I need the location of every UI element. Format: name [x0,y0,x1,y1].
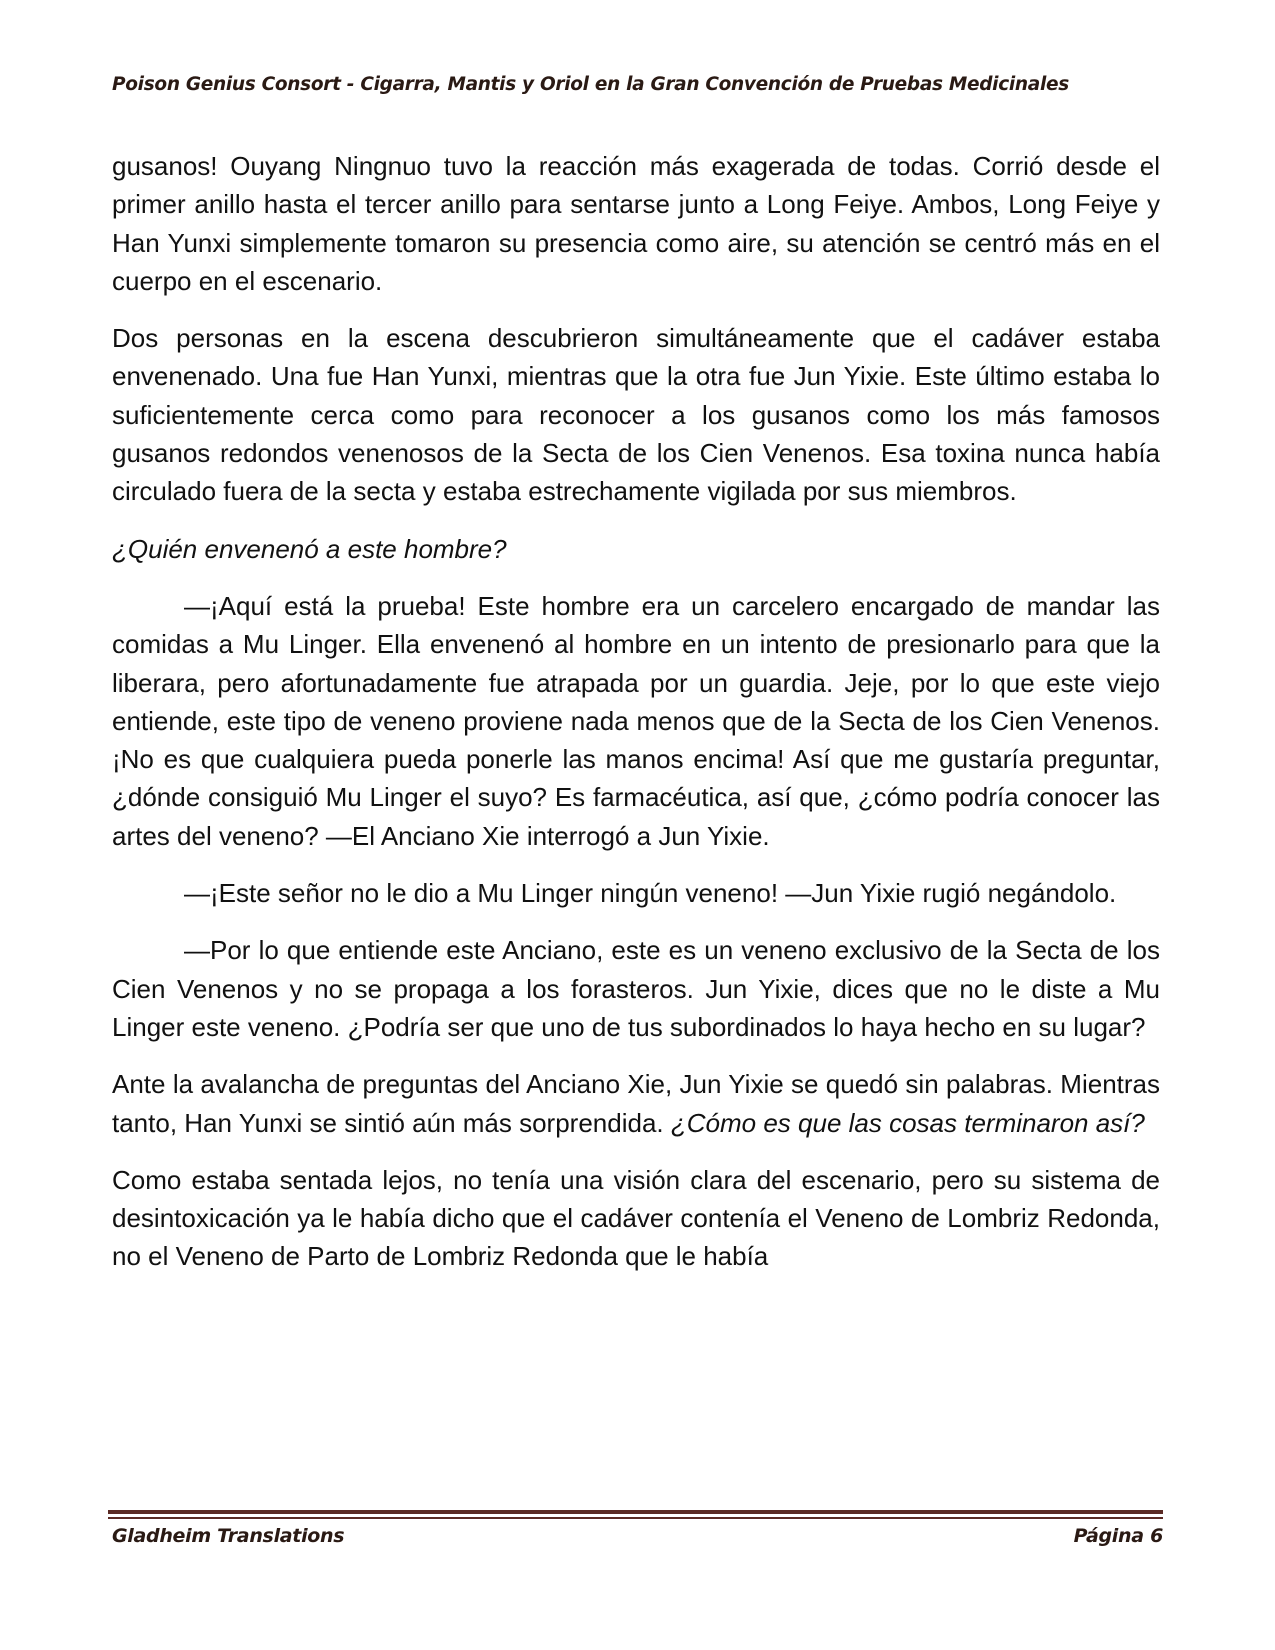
paragraph-7-text: Ante la avalancha de preguntas del Anciano Xie, Jun Yixie se quedó sin palabras. Mientras tanto, Han Yunxi se sintió aún más sorprendida. [112,1069,1160,1138]
footer-page-number: Página 6 [1073,1525,1163,1547]
paragraph-2: Dos personas en la escena descubrieron simultáneamente que el cadáver estaba envenenado. Una fue Han Yunxi, mientras que la otra fue Jun Yixie. Este último estaba lo suficientemente cerca como para reconocer a los gusanos como los más famosos gusanos redondos venenosos de la Secta de los Cien Venenos. Esa toxina nunca había circulado fuera de la secta y estaba estrechamente vigilada por sus miembros. [112,323,1160,507]
footer-translator-name: Gladheim Translations [112,1525,345,1547]
paragraph-7 [112,1065,1160,1142]
paragraph-5-dialogue: —¡Este señor no le dio a Mu Linger ningún veneno! —Jun Yixie rugió negándolo. [184,878,1117,909]
page-header-title: Poison Genius Consort - Cigarra, Mantis y Oriol en la Gran Convención de Pruebas Medicinales [112,74,1069,95]
footer-divider-thick [108,1510,1163,1514]
paragraph-3-thought: ¿Quién envenenó a este hombre? [112,533,507,564]
paragraph-1: gusanos! Ouyang Ningnuo tuvo la reacción más exagerada de todas. Corrió desde el primer anillo hasta el tercer anillo para sentarse junto a Long Feiye. Ambos, Long Feiye y Han Yunxi simplemente tomaron su presencia como aire, su atención se centró más en el cuerpo en el escenario. [112,151,1160,296]
paragraph-7-thought: ¿Cómo es que las cosas terminaron así? [670,1107,1145,1138]
paragraph-4-dialogue: —¡Aquí está la prueba! Este hombre era un carcelero encargado de mandar las comidas a Mu Linger. Ella envenenó al hombre en un intento de presionarlo para que la liberara, pero afortunadamente fue atrapada por un guardia. Jeje, por lo que este viejo entiende, este tipo de veneno proviene nada menos que de la Secta de los Cien Venenos. ¡No es que cualquiera pueda ponerle las manos encima! Así que me gustaría preguntar, ¿dónde consiguió Mu Linger el suyo? Es farmacéutica, así que, ¿cómo podría conocer las artes del veneno? —El Anciano Xie interrogó a Jun Yixie. [112,590,1160,851]
paragraph-8: Como estaba sentada lejos, no tenía una visión clara del escenario, pero su sistema de desintoxicación ya le había dicho que el cadáver contenía el Veneno de Lombriz Redonda, no el Veneno de Parto de Lombriz Redonda que le había [112,1164,1160,1272]
footer-divider-thin [108,1517,1163,1519]
document-body [112,147,1160,1295]
paragraph-6-dialogue: —Por lo que entiende este Anciano, este es un veneno exclusivo de la Secta de los Cien Venenos y no se propaga a los forasteros. Jun Yixie, dices que no le diste a Mu Linger este veneno. ¿Podría ser que uno de tus subordinados lo haya hecho en su lugar? [112,935,1160,1042]
